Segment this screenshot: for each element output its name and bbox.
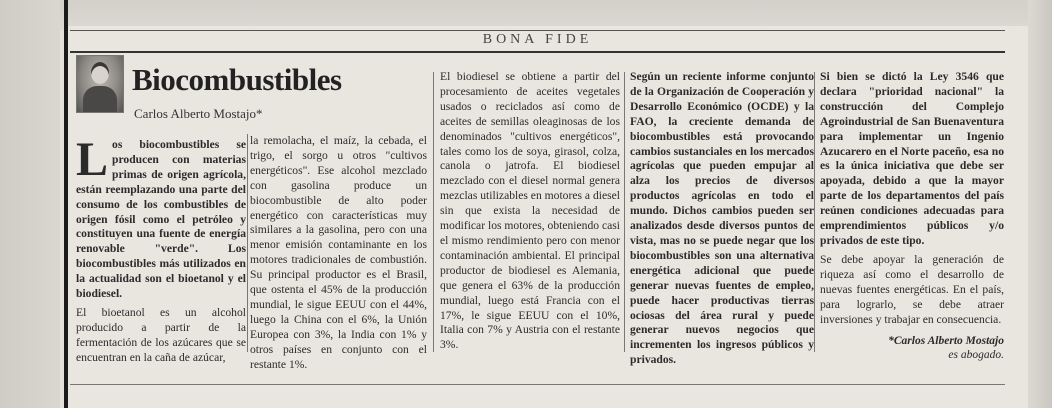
paragraph: os biocombustibles se producen con materias primas de origen agrícola, están reemplazando una parte del consumo de los combustibles de origen fósil como el petróleo y constituyen una fuente de energía renovable "verde". Los biocombustibles más utilizados en la actualidad son el bioetanol y el biodiesel. (76, 138, 246, 301)
column-separator (624, 72, 625, 352)
column-separator (247, 134, 248, 352)
byline: Carlos Alberto Mostajo* (134, 106, 263, 121)
paragraph: Se debe apoyar la generación de riqueza así como el desarrollo de nuevas fuentes energéticas. En el país, para lograrlo, se debe atraer inversiones y trabajar en consecuencia. (820, 252, 1004, 326)
paragraph: Según un reciente informe conjunto de la Organización de Cooperación y Desarrollo Económico (OCDE) y la FAO, la creciente demanda de biocombustibles está provocando cambios sustanciales en los mercados agrícolas que pueden empujar al alza los precios de diversos productos agrícolas en todo el mundo. Dichos cambios pueden ser analizados desde diversos puntos de vista, mas no se puede negar que los biocombustibles son una alternativa energética adicional que puede generar nuevas fuentes de empleo, puede hacer productivas tierras ociosas del área rural y puede generar nuevos negocios que incrementen los ingresos públicos y privados. (630, 70, 814, 367)
bottom-rule (70, 384, 1005, 385)
article-column-1 (76, 133, 246, 370)
section-rule-bottom (70, 51, 1005, 53)
section-rule-top (70, 30, 1005, 31)
photo-head (91, 62, 109, 84)
paragraph: El biodiesel se obtiene a partir del procesamiento de aceites vegetales usados o reciclados así como de aceites de semillas oleaginosas de los denominados "cultivos energéticos", tales como los de soya, girasol, colza, canola o jatrofa. El biodiesel mezclado con el diesel normal genera mezclas utilizables en motores a diesel sin que exista la necesidad de modificar los motores, obteniendo casi el mismo rendimiento pero con menor contaminación ambiental. El principal productor de biodiesel es Alemania, que genera el 63% de la producción mundial, luego está Francia con el 17%, le sigue EEUU con el 10%, Italia con 7% y Austria con el restante 3%. (440, 70, 620, 352)
author-signature (830, 334, 1004, 362)
left-page-edge (0, 0, 60, 408)
section-header (70, 32, 1005, 48)
author-photo (76, 55, 124, 113)
article-column-4 (630, 70, 814, 372)
column-separator (814, 72, 815, 352)
article-column-3 (440, 70, 620, 357)
paragraph: El bioetanol es un alcohol producido a partir de la fermentación de los azúcares que se encuentran en la caña de azúcar, (76, 305, 246, 364)
article-column-5 (820, 70, 1004, 331)
paragraph: Si bien se dictó la Ley 3546 que declara "prioridad nacional" la construcción del Complejo Agroindustrial de San Buenaventura para implementar un Ingenio Azucarero en el Norte paceño, esa no es la única iniciativa que debe ser apoyada, debido a que la mayor parte de los departamentos del país reúnen condiciones adecuadas para emprendimientos públicos y/o privados de este tipo. (820, 70, 1004, 247)
column-separator (433, 72, 434, 352)
signature-name: *Carlos Alberto Mostajo (888, 335, 1004, 347)
right-page-edge (1028, 0, 1052, 408)
drop-cap: L (76, 133, 109, 186)
article-title: Biocombustibles (132, 62, 342, 97)
section-name: BONA FIDE (473, 32, 603, 47)
signature-role: es abogado. (948, 349, 1004, 361)
photo-body (83, 86, 117, 112)
article-column-2 (250, 134, 427, 377)
paragraph: la remolacha, el maíz, la cebada, el trigo, el sorgo u otros "cultivos energéticos". Ese alcohol mezclado con gasolina produce un biocombustible de alto poder energético con características muy similares a la gasolina, pero con una menor emisión contaminante en los motores tradicionales de combustión. Su principal productor es el Brasil, que ostenta el 45% de la producción mundial, le sigue EEUU con el 44%, luego la China con el 6%, la Unión Europea con 3%, la India con 1% y otros países en conjunto con el restante 1%. (250, 134, 427, 371)
